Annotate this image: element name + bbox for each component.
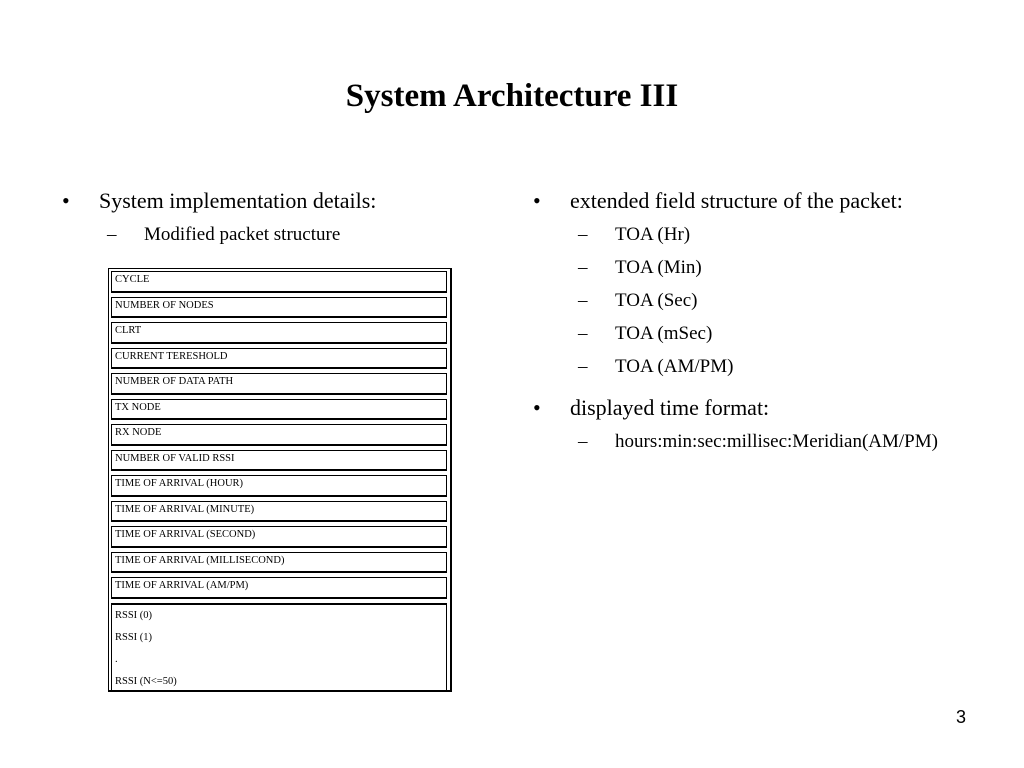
sub-bullet-text: TOA (mSec) <box>615 323 713 344</box>
bullet-marker: • <box>533 395 541 420</box>
rssi-field: RSSI (1) <box>115 631 153 643</box>
bullet-item <box>62 183 462 219</box>
bullet-marker: • <box>62 188 70 213</box>
dash-marker: – <box>578 356 588 377</box>
sub-bullet-item <box>578 256 973 280</box>
bullet-item <box>533 183 973 219</box>
sub-bullet-item <box>578 355 973 379</box>
sub-bullet-text: TOA (Min) <box>615 257 702 278</box>
packet-field: CURRENT TERESHOLD <box>111 348 447 370</box>
dash-marker: – <box>107 224 117 245</box>
bullet-item <box>533 390 973 426</box>
packet-rssi-block <box>111 603 447 692</box>
bullet-text: System implementation details: <box>99 188 377 213</box>
packet-field: NUMBER OF NODES <box>111 297 447 319</box>
slide-title: System Architecture III <box>345 78 679 114</box>
right-column <box>533 183 973 463</box>
packet-field: RX NODE <box>111 424 447 446</box>
bullet-marker: • <box>533 188 541 213</box>
sub-bullet-text: Modified packet structure <box>144 224 341 245</box>
packet-field: CLRT <box>111 322 447 344</box>
sub-bullet-item <box>578 322 973 346</box>
packet-field: TX NODE <box>111 399 447 421</box>
dash-marker: – <box>578 290 588 311</box>
packet-field: TIME OF ARRIVAL (HOUR) <box>111 475 447 497</box>
bullet-text: extended field structure of the packet: <box>570 188 903 213</box>
sub-bullet-item <box>107 223 462 247</box>
sub-bullet-item <box>578 289 973 313</box>
packet-field: TIME OF ARRIVAL (SECOND) <box>111 526 447 548</box>
rssi-field: RSSI (N<=50) <box>115 675 177 687</box>
dash-marker: – <box>578 257 588 278</box>
dash-marker: – <box>578 431 588 452</box>
dash-marker: – <box>578 224 588 245</box>
packet-field: TIME OF ARRIVAL (MINUTE) <box>111 501 447 523</box>
sub-bullet-text: TOA (AM/PM) <box>615 356 734 377</box>
sub-bullet-text: TOA (Hr) <box>615 224 691 245</box>
packet-field: NUMBER OF VALID RSSI <box>111 450 447 472</box>
packet-structure-diagram <box>108 268 452 692</box>
packet-field: TIME OF ARRIVAL (AM/PM) <box>111 577 447 599</box>
rssi-field: RSSI (0) <box>115 609 153 621</box>
packet-field: NUMBER OF DATA PATH <box>111 373 447 395</box>
sub-bullet-text: hours:min:sec:millisec:Meridian(AM/PM) <box>615 431 938 452</box>
left-column <box>62 183 462 256</box>
bullet-text: displayed time format: <box>570 395 770 420</box>
sub-bullet-item <box>578 430 973 454</box>
dash-marker: – <box>578 323 588 344</box>
sub-bullet-text: TOA (Sec) <box>615 290 698 311</box>
packet-field: CYCLE <box>111 271 447 293</box>
packet-field: TIME OF ARRIVAL (MILLISECOND) <box>111 552 447 574</box>
page-number: 3 <box>955 707 966 727</box>
sub-bullet-item <box>578 223 973 247</box>
rssi-ellipsis: . <box>115 653 118 665</box>
